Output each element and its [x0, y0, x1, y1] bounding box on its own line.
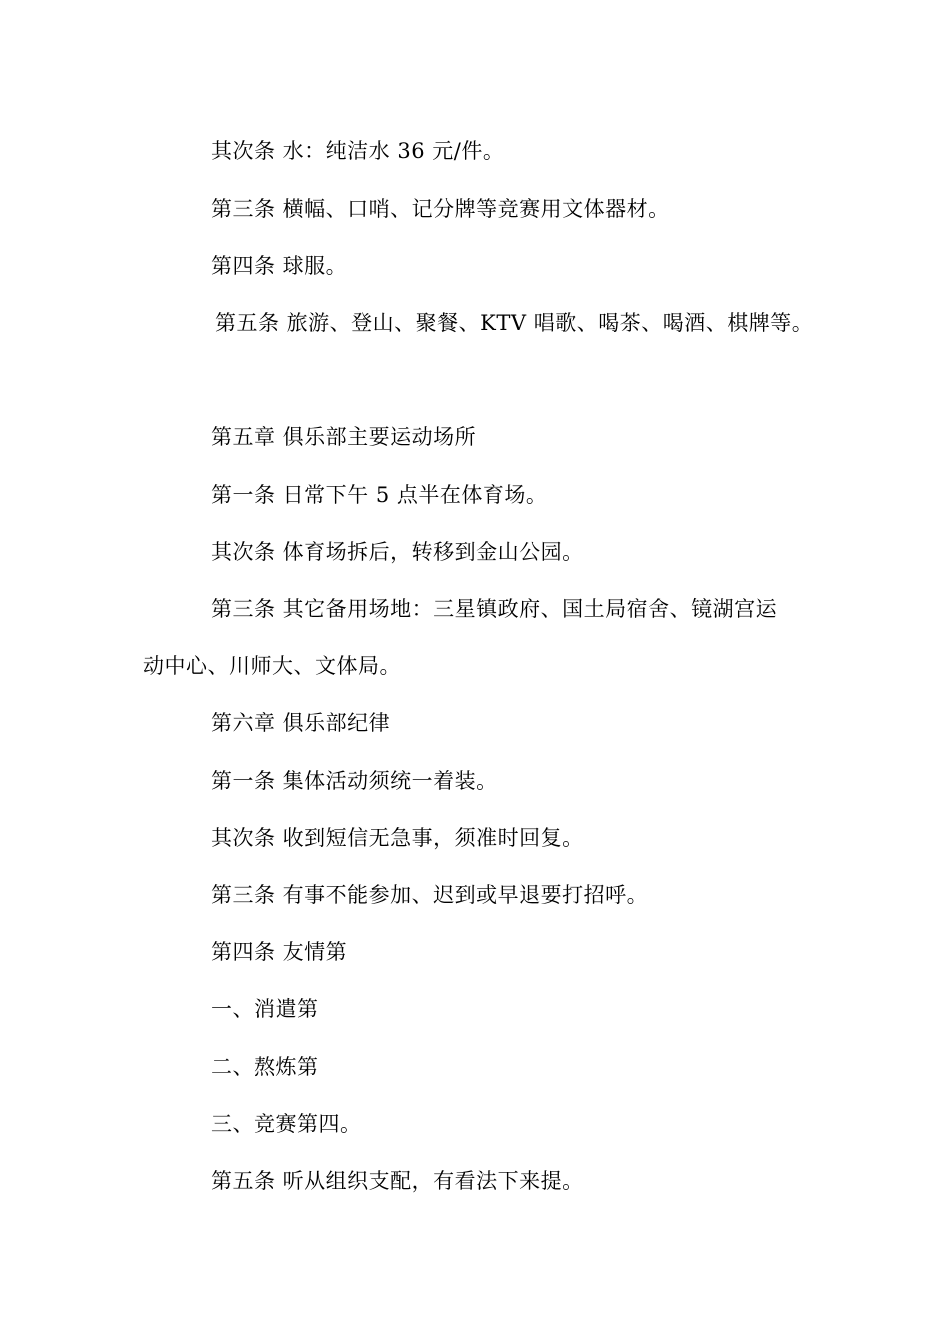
chapter-heading: 第五章 俱乐部主要运动场所	[211, 425, 477, 449]
paragraph-line: 第四条 球服。	[211, 254, 348, 278]
paragraph-continuation-line: 动中心、川师大、文体局。	[143, 654, 401, 678]
paragraph-line: 其次条 水：纯洁水 36 元/件。	[211, 139, 505, 163]
chapter-heading: 第六章 俱乐部纪律	[211, 711, 391, 735]
paragraph-line: 第五条 听从组织支配，有看法下来提。	[211, 1169, 584, 1193]
paragraph-line: 二、熬炼第	[211, 1055, 319, 1079]
paragraph-line: 第三条 横幅、口哨、记分牌等竞赛用文体器材。	[211, 197, 670, 221]
paragraph-line: 第三条 其它备用场地：三星镇政府、国土局宿舍、镜湖宫运	[211, 597, 778, 621]
paragraph-line: 第三条 有事不能参加、迟到或早退要打招呼。	[211, 883, 649, 907]
paragraph-line: 第一条 集体活动须统一着装。	[211, 769, 498, 793]
paragraph-line: 其次条 收到短信无急事，须准时回复。	[211, 826, 584, 850]
paragraph-line: 其次条 体育场拆后，转移到金山公园。	[211, 540, 584, 564]
paragraph-line: 第四条 友情第	[211, 940, 348, 964]
paragraph-line: 三、竞赛第四。	[211, 1112, 362, 1136]
paragraph-line: 一、消遣第	[211, 997, 319, 1021]
paragraph-line: 第五条 旅游、登山、聚餐、KTV 唱歌、喝茶、喝酒、棋牌等。	[215, 311, 814, 335]
paragraph-line: 第一条 日常下午 5 点半在体育场。	[211, 483, 548, 507]
